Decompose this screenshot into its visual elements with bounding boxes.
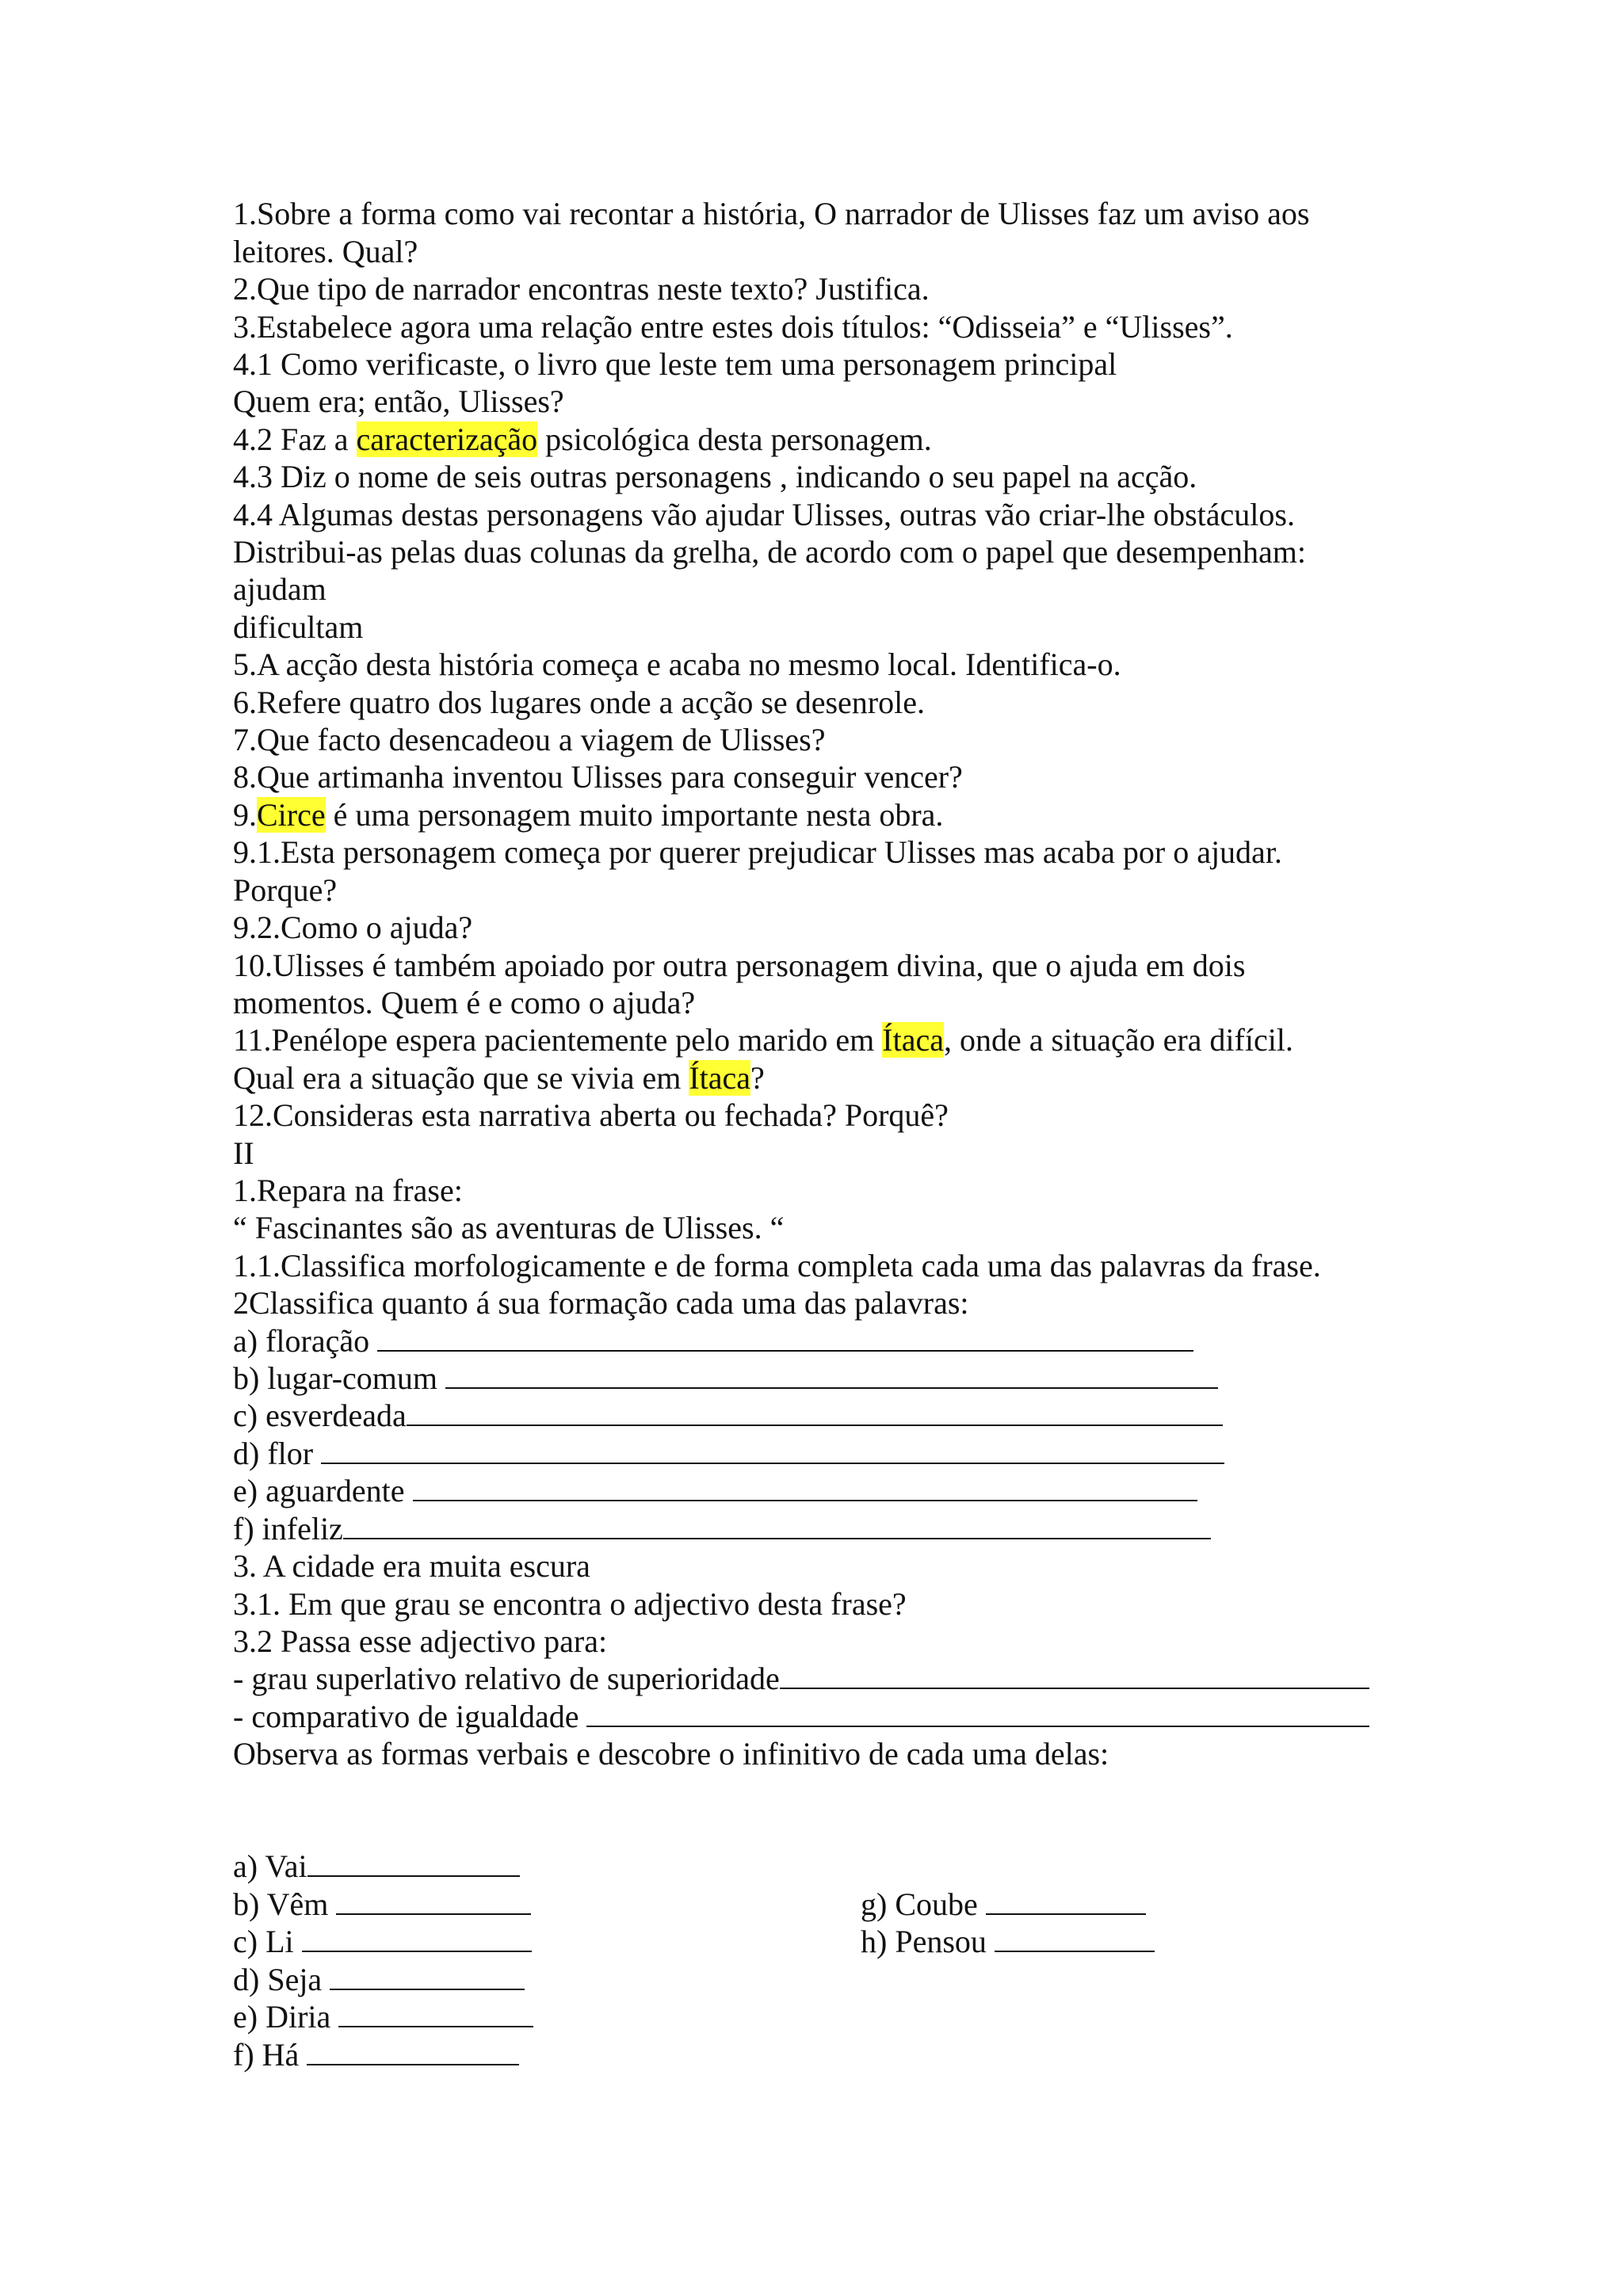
question-4-4-line-2: Distribui-as pelas duas colunas da grelha, de acordo com o papel que desempenham:: [233, 534, 1307, 570]
answer-blank[interactable]: [377, 1325, 1193, 1352]
question-9-1-line-1: 9.1.Esta personagem começa por querer prejudicar Ulisses mas acaba por o ajudar.: [233, 834, 1282, 870]
question-5: 5.A acção desta história começa e acaba no mesmo local. Identifica-o.: [233, 646, 1121, 682]
verb-item-coube: g) Coube: [861, 1886, 1146, 1923]
question-4-1-line-2: Quem era; então, Ulisses?: [233, 383, 564, 419]
verb-item-li: c) Li: [233, 1923, 532, 1960]
question-11-line-2: Qual era a situação que se vivia em Ítaca?: [233, 1060, 765, 1096]
verb-item-ha: f) Há: [233, 2036, 519, 2073]
question-10-line-1: 10.Ulisses é também apoiado por outra personagem divina, que o ajuda em dois: [233, 948, 1246, 983]
question-3: 3.Estabelece agora uma relação entre estes dois títulos: “Odisseia” e “Ulisses”.: [233, 309, 1233, 345]
question-6: 6.Refere quatro dos lugares onde a acção se desenrole.: [233, 685, 925, 720]
answer-blank[interactable]: [321, 1437, 1224, 1464]
answer-blank[interactable]: [586, 1700, 1369, 1727]
question-8: 8.Que artimanha inventou Ulisses para conseguir vencer?: [233, 759, 963, 795]
grammar-3-2: 3.2 Passa esse adjectivo para:: [233, 1623, 608, 1659]
question-10-line-2: momentos. Quem é e como o ajuda?: [233, 985, 696, 1020]
word-item-flor: d) flor: [233, 1435, 1224, 1472]
column-dificultam: dificultam: [233, 609, 364, 645]
question-12: 12.Consideras esta narrativa aberta ou fechada? Porquê?: [233, 1097, 949, 1133]
answer-blank[interactable]: [336, 1888, 531, 1915]
answer-blank[interactable]: [995, 1925, 1155, 1952]
grammar-3: 3. A cidade era muita escura: [233, 1548, 590, 1584]
grammar-2: 2Classifica quanto á sua formação cada uma das palavras:: [233, 1285, 969, 1321]
question-7: 7.Que facto desencadeou a viagem de Ulisses?: [233, 722, 826, 757]
verb-item-pensou: h) Pensou: [861, 1923, 1155, 1960]
answer-blank[interactable]: [330, 1963, 525, 1990]
question-1-line-2: leitores. Qual?: [233, 234, 418, 269]
verb-item-seja: d) Seja: [233, 1961, 525, 1998]
grammar-1: 1.Repara na frase:: [233, 1173, 463, 1208]
answer-blank[interactable]: [407, 1399, 1223, 1426]
answer-blank[interactable]: [445, 1362, 1218, 1389]
answer-blank[interactable]: [780, 1662, 1369, 1689]
word-item-aguardente: e) aguardente: [233, 1472, 1197, 1509]
question-1-line-1: 1.Sobre a forma como vai recontar a história, O narrador de Ulisses faz um aviso aos: [233, 196, 1310, 231]
grammar-1-1: 1.1.Classifica morfologicamente e de forma completa cada uma das palavras da frase.: [233, 1248, 1321, 1283]
question-4-1-line-1: 4.1 Como verificaste, o livro que leste tem uma personagem principal: [233, 346, 1117, 382]
word-item-esverdeada: c) esverdeada: [233, 1397, 1223, 1434]
comparative-item: - comparativo de igualdade: [233, 1698, 1369, 1735]
answer-blank[interactable]: [307, 1850, 520, 1877]
question-9-1-line-2: Porque?: [233, 872, 338, 908]
highlight-caracterizacao: caracterização: [356, 421, 538, 457]
question-11-line-1: 11.Penélope espera pacientemente pelo marido em Ítaca, onde a situação era difícil.: [233, 1022, 1293, 1058]
question-4-3: 4.3 Diz o nome de seis outras personagens , indicando o seu papel na acção.: [233, 459, 1197, 494]
grammar-1-quote: “ Fascinantes são as aventuras de Ulisses. “: [233, 1210, 785, 1245]
question-9: 9.Circe é uma personagem muito importante nesta obra.: [233, 797, 944, 833]
word-item-infeliz: f) infeliz: [233, 1510, 1211, 1547]
grammar-3-1: 3.1. Em que grau se encontra o adjectivo desta frase?: [233, 1586, 907, 1622]
answer-blank[interactable]: [986, 1888, 1146, 1915]
answer-blank[interactable]: [413, 1474, 1197, 1501]
question-2: 2.Que tipo de narrador encontras neste texto? Justifica.: [233, 271, 930, 307]
section-heading-ii: II: [233, 1135, 254, 1171]
answer-blank[interactable]: [302, 1925, 532, 1952]
answer-blank[interactable]: [343, 1512, 1211, 1539]
grammar-4: Observa as formas verbais e descobre o infinitivo de cada uma delas:: [233, 1736, 1109, 1772]
question-9-2: 9.2.Como o ajuda?: [233, 910, 473, 945]
answer-blank[interactable]: [338, 2000, 533, 2027]
superlative-item: - grau superlativo relativo de superioridade: [233, 1660, 1369, 1697]
column-ajudam: ajudam: [233, 571, 327, 607]
verb-item-vai: a) Vai: [233, 1848, 520, 1885]
question-4-2: 4.2 Faz a caracterização psicológica desta personagem.: [233, 421, 932, 457]
word-item-floracao: a) floração: [233, 1322, 1193, 1360]
word-item-lugar-comum: b) lugar-comum: [233, 1360, 1218, 1397]
answer-blank[interactable]: [307, 2039, 519, 2065]
highlight-itaca: Ítaca: [882, 1022, 944, 1058]
highlight-circe: Circe: [257, 797, 326, 833]
highlight-itaca-2: Ítaca: [689, 1060, 751, 1096]
verb-item-vem: b) Vêm: [233, 1886, 531, 1923]
verb-item-diria: e) Diria: [233, 1998, 533, 2035]
question-4-4-line-1: 4.4 Algumas destas personagens vão ajudar Ulisses, outras vão criar-lhe obstáculos.: [233, 497, 1295, 532]
